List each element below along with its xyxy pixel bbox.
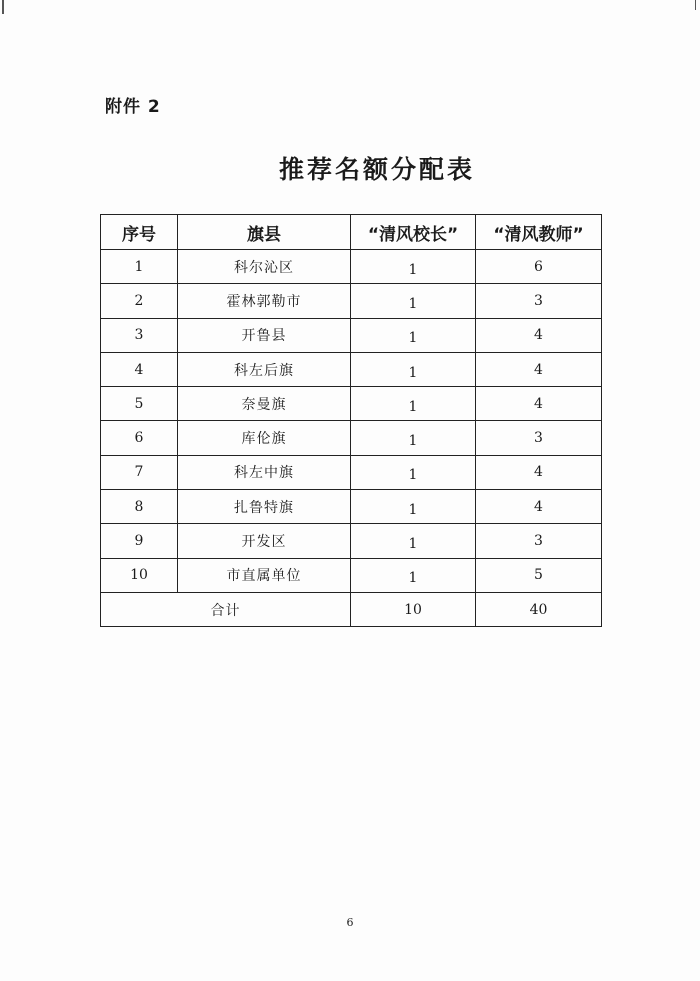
- row-principals: 1: [408, 330, 418, 347]
- row-index: 3: [101, 318, 178, 352]
- scan-edge-mark-right: [695, 0, 696, 10]
- header-principals: “清风校长”: [351, 215, 476, 250]
- row-county: 科左中旗: [178, 455, 351, 489]
- row-principals: 1: [408, 295, 418, 312]
- row-teachers: 4: [476, 455, 602, 489]
- row-county: 市直属单位: [178, 558, 351, 592]
- row-county: 扎鲁特旗: [178, 490, 351, 524]
- total-label: 合计: [101, 592, 351, 626]
- table-total-row: [101, 592, 602, 626]
- row-teachers: 4: [476, 318, 602, 352]
- row-principals: 1: [408, 501, 418, 518]
- row-index: 9: [101, 524, 178, 558]
- row-index: 7: [101, 455, 178, 489]
- row-principals: 1: [408, 398, 418, 415]
- table-header-row: [101, 215, 602, 250]
- row-county: 霍林郭勒市: [178, 284, 351, 318]
- row-principals: 1: [408, 261, 418, 278]
- row-teachers: 3: [476, 421, 602, 455]
- row-index: 6: [101, 421, 178, 455]
- row-principals: 1: [408, 364, 418, 381]
- row-index: 5: [101, 387, 178, 421]
- row-teachers: 4: [476, 387, 602, 421]
- row-principals: 1: [408, 433, 418, 450]
- table-row: [101, 558, 602, 592]
- page-title: 推荐名额分配表: [278, 155, 475, 184]
- row-teachers: 3: [476, 524, 602, 558]
- table-row: [101, 284, 602, 318]
- table-row: [101, 352, 602, 386]
- row-county: 开发区: [178, 524, 351, 558]
- row-index: 10: [101, 558, 178, 592]
- total-teachers: 40: [476, 592, 602, 626]
- table-row: [101, 250, 602, 284]
- row-county: 奈曼旗: [178, 387, 351, 421]
- allocation-table: [100, 214, 602, 627]
- row-county: 科左后旗: [178, 352, 351, 386]
- row-index: 1: [101, 250, 178, 284]
- row-county: 科尔沁区: [178, 250, 351, 284]
- total-principals: 10: [351, 592, 476, 626]
- row-principals: 1: [408, 570, 418, 587]
- row-index: 2: [101, 284, 178, 318]
- header-index: 序号: [101, 215, 178, 250]
- row-teachers: 3: [476, 284, 602, 318]
- row-teachers: 4: [476, 352, 602, 386]
- row-teachers: 6: [476, 250, 602, 284]
- row-index: 4: [101, 352, 178, 386]
- table-row: [101, 490, 602, 524]
- row-county: 开鲁县: [178, 318, 351, 352]
- attachment-label: 附件 2: [105, 97, 161, 117]
- row-principals: 1: [408, 467, 418, 484]
- row-teachers: 5: [476, 558, 602, 592]
- header-teachers: “清风教师”: [476, 215, 602, 250]
- scan-edge-mark-left: [2, 0, 4, 14]
- row-index: 8: [101, 490, 178, 524]
- row-teachers: 4: [476, 490, 602, 524]
- table-row: [101, 524, 602, 558]
- header-county: 旗县: [178, 215, 351, 250]
- table-row: [101, 318, 602, 352]
- table-row: [101, 387, 602, 421]
- row-principals: 1: [408, 536, 418, 553]
- page-number: 6: [346, 916, 354, 929]
- row-county: 库伦旗: [178, 421, 351, 455]
- table-row: [101, 421, 602, 455]
- table-row: [101, 455, 602, 489]
